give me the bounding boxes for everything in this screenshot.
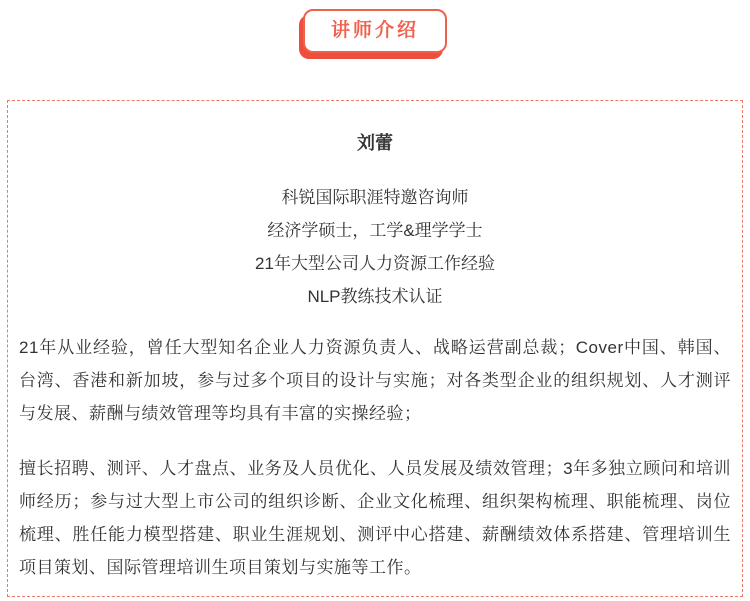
- section-title-badge: 讲师介绍: [303, 9, 447, 53]
- bio-paragraphs: [19, 331, 731, 584]
- bio-paragraph-experience: 21年从业经验，曾任大型知名企业人力资源负责人、战略运营副总裁；Cover中国、韩国、台湾、香港和新加坡，参与过多个项目的设计与实施；对各类型企业的组织规划、人才测评与发展、薪酬与绩效管理等均具有丰富的实操经验；: [19, 338, 731, 423]
- credentials-list: [19, 181, 731, 313]
- credential-line: 科锐国际职涯特邀咨询师: [281, 188, 469, 207]
- credential-line: 21年大型公司人力资源工作经验: [255, 254, 495, 273]
- lecturer-info-box: [7, 100, 743, 597]
- credential-line: NLP教练技术认证: [307, 287, 443, 306]
- section-badge-container: [0, 0, 750, 53]
- bio-paragraph-skills: 擅长招聘、测评、人才盘点、业务及人员优化、人员发展及绩效管理；3年多独立顾问和培训师经历；参与过大型上市公司的组织诊断、企业文化梳理、组织架构梳理、职能梳理、岗位梳理、胜任能力模型搭建、职业生涯规划、测评中心搭建、薪酬绩效体系搭建、管理培训生项目策划、国际管理培训生项目策划与实施等工作。: [19, 459, 731, 577]
- credential-line: 经济学硕士，工学&理学学士: [267, 221, 483, 240]
- lecturer-name: 刘蕾: [357, 133, 393, 153]
